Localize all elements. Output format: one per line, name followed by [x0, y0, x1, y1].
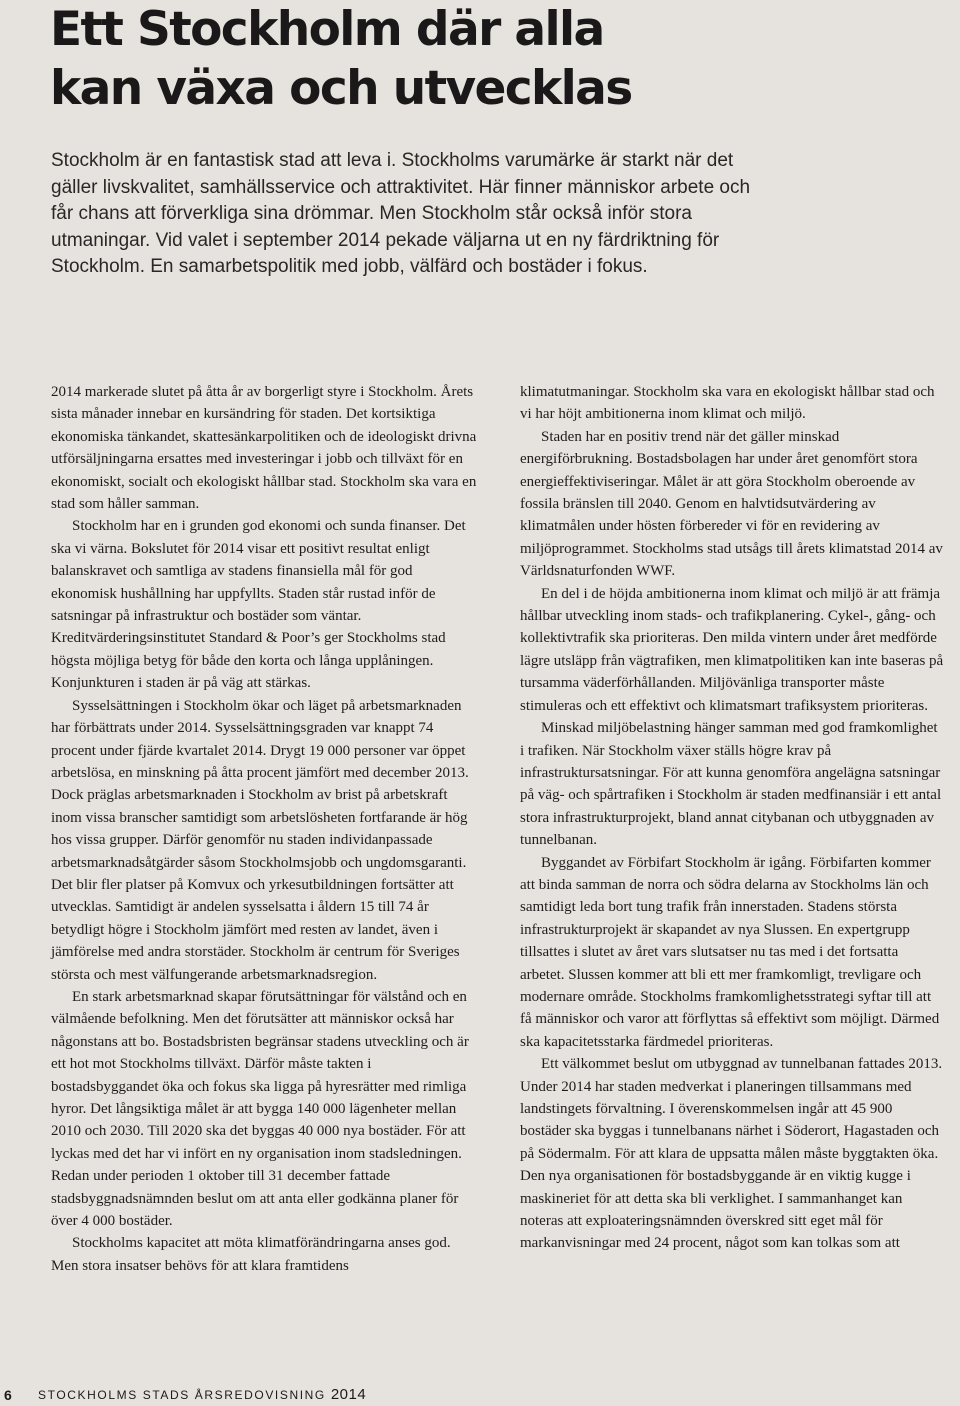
body-paragraph: Staden har en positiv trend när det gäller minskad energiförbrukning. Bostadsbolagen har under året genomfört stora energieffektiviseringar. Målet är att göra Stockholm oberoende av fossila bränslen till 2040. Genom en halvtidsutvärdering av klimatmålen under hösten förbereder vi för en revidering av miljöprogrammet. Stockholms stad utsågs till årets klimatstad 2014 av Världsnaturfonden WWF.: [520, 428, 943, 580]
body-paragraph: En del i de höjda ambitionerna inom klimat och miljö är att främja hållbar utveckling inom stads- och trafikplanering. Cykel-, gång- och kollektivtrafik ska prioriteras. Den milda vintern under året medförde lägre utsläpp från vägtrafiken, men klimatpolitiken kan inte baseras på tursamma väderförhållanden. Miljövänliga transporter måste stimuleras och ett effektivt och klimatsmart trafiksystem prioriteras.: [520, 585, 944, 714]
body-paragraph: Minskad miljöbelastning hänger samman med god framkomlighet i trafiken. När Stockholm växer ställs högre krav på infrastruktursatsningar. För att kunna genomföra angelägna satsningar på väg- och spårtrafiken i Stockholm är staden medfinansiär i ett antal stora infrastrukturprojekt, bland annat citybanan och utbyggnaden av tunnelbanan.: [520, 720, 942, 849]
headline-line-2: kan växa och utvecklas: [50, 61, 632, 116]
page-footer: [0, 1386, 960, 1406]
body-paragraph: Stockholm har en i grunden god ekonomi och sunda finanser. Det ska vi värna. Bokslutet för 2014 visar ett positivt resultat enligt balanskravet och samtliga av stadens finansiella mål för god ekonomisk hushållning har uppfyllts. Staden står rustad inför de satsningar på infrastruktur och bostäder som väntar. Kreditvärderingsinstitutet Standard & Poor’s ger Stockholms stad högsta möjliga betyg för både den korta och långa upplåningen. Konjunkturen i staden är på väg att stärkas.: [51, 518, 466, 692]
intro-paragraph: Stockholm är en fantastisk stad att leva i. Stockholms varumärke är starkt när det gäller livskvalitet, samhällsservice och attraktivitet. Här finner människor arbete och får chans att förverkliga sina drömmar. Men Stockholm står också inför stora utmaningar. Vid valet i september 2014 pekade väljarna ut en ny färdriktning för Stockholm. En samarbetspolitik med jobb, välfärd och bostäder i fokus.: [51, 150, 751, 278]
headline: [50, 0, 930, 118]
body-paragraph: En stark arbetsmarknad skapar förutsättningar för välstånd och en välmående befolkning. Men det förutsätter att människor också har någonstans att bo. Bostadsbristen begränsar stadens utveckling och är ett hot mot Stockholms tillväxt. Därför måste takten i bostadsbyggandet öka och fokus ska ligga på hyresrätter med rimliga hyror. Det långsiktiga målet är att bygga 140 000 lägenheter mellan 2010 och 2030. Till 2020 ska det byggas 40 000 nya bostäder. För att lyckas med det har vi infört en ny organisation inom stadsledningen. Redan under perioden 1 oktober till 31 december fattade stadsbyggnadsnämnden beslut om att anta eller godkänna planer för över 4 000 bostäder.: [51, 988, 469, 1230]
body-column-right: [520, 381, 945, 1255]
body-paragraph: klimatutmaningar. Stockholm ska vara en ekologiskt hållbar stad och vi har höjt ambitionerna inom klimat och miljö.: [520, 384, 935, 423]
body-paragraph: Ett välkommet beslut om utbyggnad av tunnelbanan fattades 2013. Under 2014 har staden medverkat i planeringen tillsammans med landstingets förvaltning. I överenskommelsen ingår att 45 900 bostäder ska byggas i tunnelbanans närhet i Söderort, Hagastaden och på Södermalm. För att klara de uppsatta målen måste byggtakten öka. Den nya organisationen för bostadsbyggande är en viktig kugge i maskineriet för att detta ska bli verklighet. I sammanhanget kan noteras att exploateringsnämnden överskred sitt eget mål för markanvisningar med 24 procent, något som kan tolkas som att: [520, 1056, 943, 1252]
body-paragraph: Byggandet av Förbifart Stockholm är igång. Förbifarten kommer att binda samman de norra och södra delarna av Stockholms län och samtidigt leda bort tung trafik från innerstaden. Stadens största infrastrukturprojekt är skapandet av nya Slussen. En expertgrupp tillsattes i slutet av året vars slutsatser nu tas med i det fortsatta arbetet. Slussen kommer att bli ett mer framkomligt, trevligare och modernare område. Stockholms framkomlighetsstrategi syftar till att få människor och varor att förflyttas så effektivt som möjligt. Därmed ska kapacitetsstarka färdmedel prioriteras.: [520, 854, 940, 1050]
body-paragraph: 2014 markerade slutet på åtta år av borgerligt styre i Stockholm. Årets sista månader innebar en kursändring för staden. Det kortsiktiga ekonomiska tänkandet, skattesänkarpolitiken och de ideologiskt drivna utförsäljningarna ersattes med investeringar i jobb och tillväxt för en ekonomiskt, socialt och ekologiskt hållbar stad. Stockholm ska vara en stad som håller samman.: [51, 384, 477, 513]
page-number: 6: [4, 1387, 12, 1403]
running-title: [38, 1387, 366, 1403]
body-paragraph: Stockholms kapacitet att möta klimatförändringarna anses god. Men stora insatser behövs för att klara framtidens: [51, 1235, 451, 1274]
running-title-year: 2014: [330, 1386, 367, 1403]
body-paragraph: Sysselsättningen i Stockholm ökar och läget på arbetsmarknaden har förbättrats under 2014. Sysselsättningsgraden var knappt 74 procent under fjärde kvartalet 2014. Drygt 19 000 personer var öppet arbetslösa, en minskning på åtta procent jämfört med december 2013. Dock präglas arbetsmarknaden i Stockholm av brist på arbetskraft inom vissa branscher samtidigt som arbetslösheten fortfarande är hög hos vissa grupper. Därför genomför nu staden individanpassade arbetsmarknadsåtgärder såsom Stockholmsjobb och ungdomsgaranti. Det blir fler platser på Komvux och yrkesutbildningen fortsätter att utvecklas. Samtidigt är andelen sysselsatta i åldern 15 till 74 år betydligt högre i Stockholm jämfört med resten av landet, även i jämförelse med andra storstäder. Stockholm är centrum för Sveriges största och mest välfungerande arbetsmarknadsregion.: [51, 697, 469, 983]
running-title-text: STOCKHOLMS STADS ÅRSREDOVISNING: [38, 1388, 326, 1402]
body-column-left: [51, 381, 481, 1277]
headline-line-1: Ett Stockholm där alla: [50, 2, 604, 57]
